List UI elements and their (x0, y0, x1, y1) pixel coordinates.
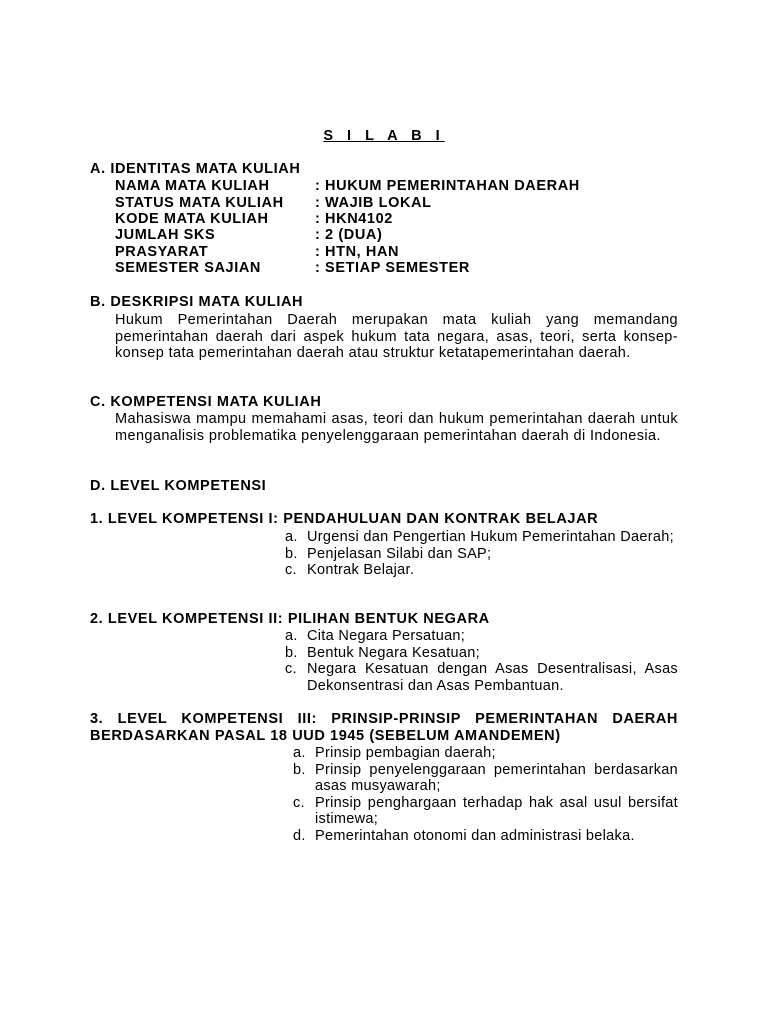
level-3-heading: 3. LEVEL KOMPETENSI III: PRINSIP-PRINSIP PEMERINTAHAN DAERAH BERDASARKAN PASAL 18 UUD 1945 (SEBELUM AMANDEMEN) (90, 711, 678, 744)
list-marker: c. (285, 562, 297, 578)
list-item (293, 795, 678, 828)
list-marker: b. (293, 761, 306, 778)
identity-row (115, 211, 393, 227)
list-item (285, 628, 678, 645)
level-1-topics (285, 529, 678, 579)
list-marker: a. (293, 745, 306, 761)
identity-value: : HUKUM PEMERINTAHAN DAERAH (315, 178, 580, 194)
list-marker: a. (285, 628, 298, 644)
level-1-heading: 1. LEVEL KOMPETENSI I: PENDAHULUAN DAN KONTRAK BELAJAR (90, 511, 599, 527)
list-text: Prinsip penyelenggaraan pemerintahan berdasarkan asas musyawarah; (315, 761, 678, 794)
deskripsi-paragraph: Hukum Pemerintahan Daerah merupakan mata kuliah yang memandang pemerintahan daerah dari aspek hukum tata negara, asas, teori, serta konsep-konsep tata pemerintahan daerah atau struktur ketatapemerintahan daerah. (115, 312, 678, 361)
identity-value: : HTN, HAN (315, 244, 400, 260)
identity-row (115, 178, 580, 194)
identity-label: SEMESTER SAJIAN (115, 260, 261, 276)
page-title: S I L A B I (323, 128, 445, 144)
identity-label: NAMA MATA KULIAH (115, 178, 270, 194)
list-text: Prinsip pembagian daerah; (315, 745, 496, 761)
identity-value: : HKN4102 (315, 211, 393, 227)
identity-label: JUMLAH SKS (115, 227, 216, 243)
list-marker: c. (293, 794, 305, 811)
section-kompetensi-heading: C. KOMPETENSI MATA KULIAH (90, 394, 322, 410)
list-item (285, 661, 678, 694)
identity-row (115, 195, 432, 211)
list-marker: c. (285, 661, 297, 677)
identity-value: : 2 (DUA) (315, 227, 383, 243)
list-text: Negara Kesatuan dengan Asas Desentralisasi, Asas Dekonsentrasi dan Asas Pembantuan. (307, 661, 678, 694)
list-text: Kontrak Belajar. (307, 562, 415, 578)
list-text: Urgensi dan Pengertian Hukum Pemerintahan Daerah; (307, 529, 674, 545)
section-identitas-heading: A. IDENTITAS MATA KULIAH (90, 161, 301, 177)
list-item (293, 828, 678, 845)
list-text: Bentuk Negara Kesatuan; (307, 644, 480, 661)
level-3-topics (293, 745, 678, 844)
section-deskripsi-heading: B. DESKRIPSI MATA KULIAH (90, 294, 304, 310)
identity-label: STATUS MATA KULIAH (115, 195, 284, 211)
list-marker: b. (285, 644, 298, 661)
kompetensi-paragraph: Mahasiswa mampu memahami asas, teori dan hukum pemerintahan daerah untuk menganalisis problematika penyelenggaraan pemerintahan daerah di Indonesia. (115, 411, 678, 444)
section-level-heading: D. LEVEL KOMPETENSI (90, 478, 267, 494)
list-item (285, 562, 678, 579)
identity-value: : SETIAP SEMESTER (315, 260, 470, 276)
list-text: Penjelasan Silabi dan SAP; (307, 545, 492, 562)
list-text: Prinsip penghargaan terhadap hak asal usul bersifat istimewa; (315, 794, 678, 827)
list-marker: a. (285, 529, 298, 545)
level-2-heading: 2. LEVEL KOMPETENSI II: PILIHAN BENTUK NEGARA (90, 611, 490, 627)
identity-value: : WAJIB LOKAL (315, 195, 432, 211)
list-item (293, 745, 678, 762)
list-text: Cita Negara Persatuan; (307, 628, 466, 644)
list-marker: b. (285, 545, 298, 562)
identity-label: PRASYARAT (115, 244, 209, 260)
list-item (285, 529, 678, 546)
list-text: Pemerintahan otonomi dan administrasi belaka. (315, 827, 635, 844)
level-2-topics (285, 628, 678, 694)
identity-row (115, 227, 382, 243)
list-item (285, 546, 678, 563)
identity-label: KODE MATA KULIAH (115, 211, 269, 227)
list-marker: d. (293, 827, 306, 844)
identity-row (115, 260, 470, 276)
list-item (285, 645, 678, 662)
list-item (293, 762, 678, 795)
identity-row (115, 244, 399, 260)
